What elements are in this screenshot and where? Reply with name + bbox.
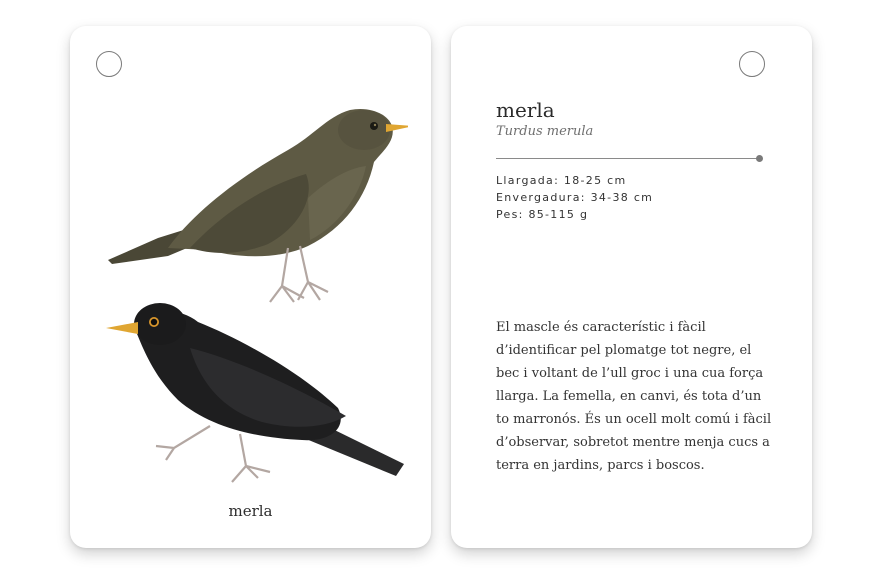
scientific-name: Turdus merula (496, 124, 594, 139)
stats-list (496, 172, 653, 223)
stat-wingspan: Envergadura: 34-38 cm (496, 191, 654, 204)
punch-hole-icon (96, 51, 122, 77)
stat-length: Llargada: 18-25 cm (496, 174, 627, 187)
species-description: El mascle és característic i fàcil d’identificar pel plomatge tot negre, el bec i voltant de l’ull groc i una cua força llarga. La femella, en canvi, és tota d’un to marronós. És un ocell molt comú i fàcil d’observar, sobretot mentre menja cucs a terra en jardins, parcs i boscos. (496, 320, 772, 473)
front-caption: merla (228, 502, 273, 520)
divider-dot (756, 155, 763, 162)
card-back (451, 26, 812, 548)
female-blackbird-illustration-icon (98, 78, 408, 318)
male-blackbird-illustration-icon (98, 288, 418, 508)
species-title: merla (496, 98, 555, 122)
divider-line (496, 158, 760, 159)
stat-weight: Pes: 85-115 g (496, 208, 589, 221)
card-front (70, 26, 431, 548)
punch-hole-icon (739, 51, 765, 77)
